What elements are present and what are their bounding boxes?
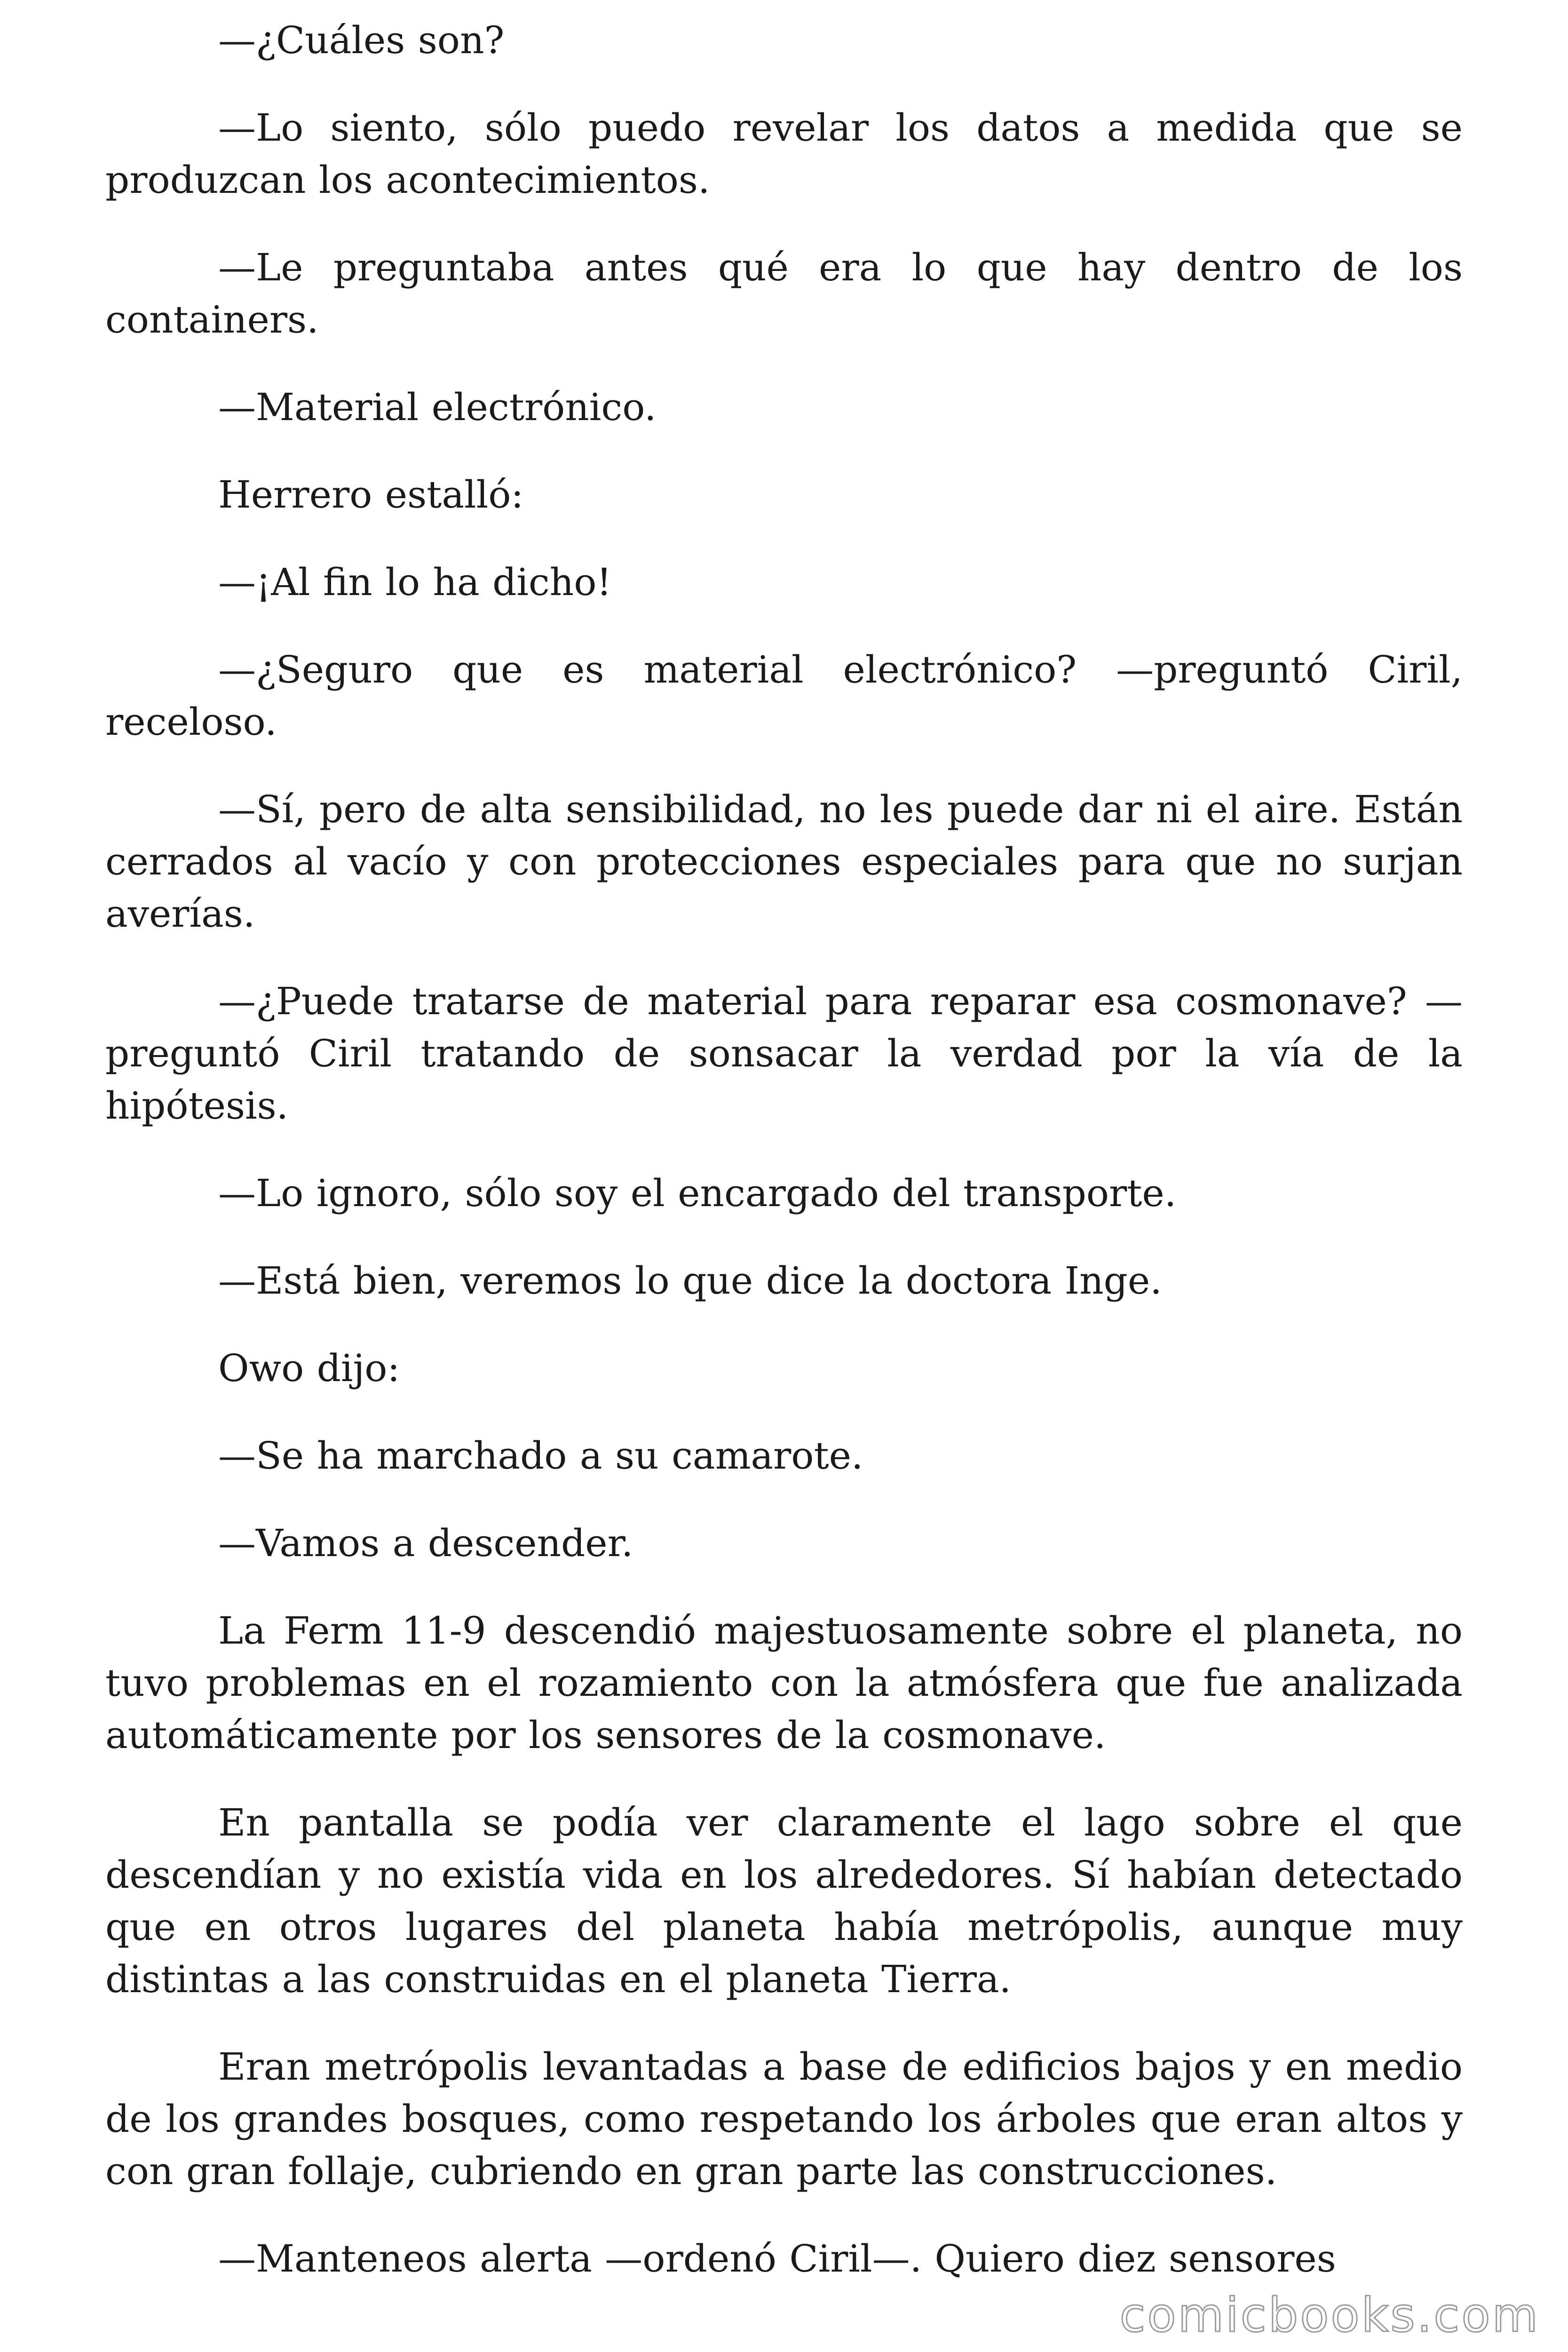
paragraph: En pantalla se podía ver claramente el lago sobre el que descendían y no existía vida en los alrededores. Sí habían detectado que en otros lugares del planeta había metrópolis, aunque muy distintas a las construidas en el planeta Tierra. — [105, 1801, 1463, 2001]
paragraph: —Lo ignoro, sólo soy el encargado del transporte. — [218, 1171, 1177, 1215]
paragraph: —¿Cuáles son? — [218, 18, 505, 62]
paragraph: —Lo siento, sólo puedo revelar los datos a medida que se produzcan los acontecimientos. — [105, 106, 1463, 202]
paragraph: La Ferm 11-9 descendió majestuosamente sobre el planeta, no tuvo problemas en el rozamiento con la atmósfera que fue analizada automáticamente por los sensores de la cosmonave. — [105, 1609, 1463, 1757]
paragraph: —Vamos a descender. — [218, 1521, 634, 1565]
paragraph: —Material electrónico. — [218, 385, 657, 429]
paragraph: Herrero estalló: — [218, 473, 524, 516]
paragraph: Owo dijo: — [218, 1346, 400, 1390]
paragraph: —Está bien, veremos lo que dice la doctora Inge. — [218, 1259, 1162, 1303]
paragraph: —Se ha marchado a su camarote. — [218, 1434, 863, 1478]
paragraph: —¿Puede tratarse de material para reparar esa cosmonave? —preguntó Ciril tratando de sonsacar la verdad por la vía de la hipótesis. — [105, 979, 1463, 1128]
paragraph: —Le preguntaba antes qué era lo que hay dentro de los containers. — [105, 246, 1463, 342]
paragraph: —Manteneos alerta —ordenó Ciril—. Quiero diez sensores — [218, 2237, 1336, 2280]
book-page-text — [105, 14, 1463, 2285]
paragraph: —¿Seguro que es material electrónico? —preguntó Ciril, receloso. — [105, 648, 1463, 744]
paragraph: Eran metrópolis levantadas a base de edificios bajos y en medio de los grandes bosques, como respetando los árboles que eran altos y con gran follaje, cubriendo en gran parte las construcciones. — [105, 2045, 1463, 2193]
paragraph: —Sí, pero de alta sensibilidad, no les puede dar ni el aire. Están cerrados al vacío y con protecciones especiales para que no surjan averías. — [105, 787, 1463, 936]
watermark: comicbooks.com — [1119, 2288, 1540, 2343]
paragraph: —¡Al fin lo ha dicho! — [218, 560, 612, 604]
